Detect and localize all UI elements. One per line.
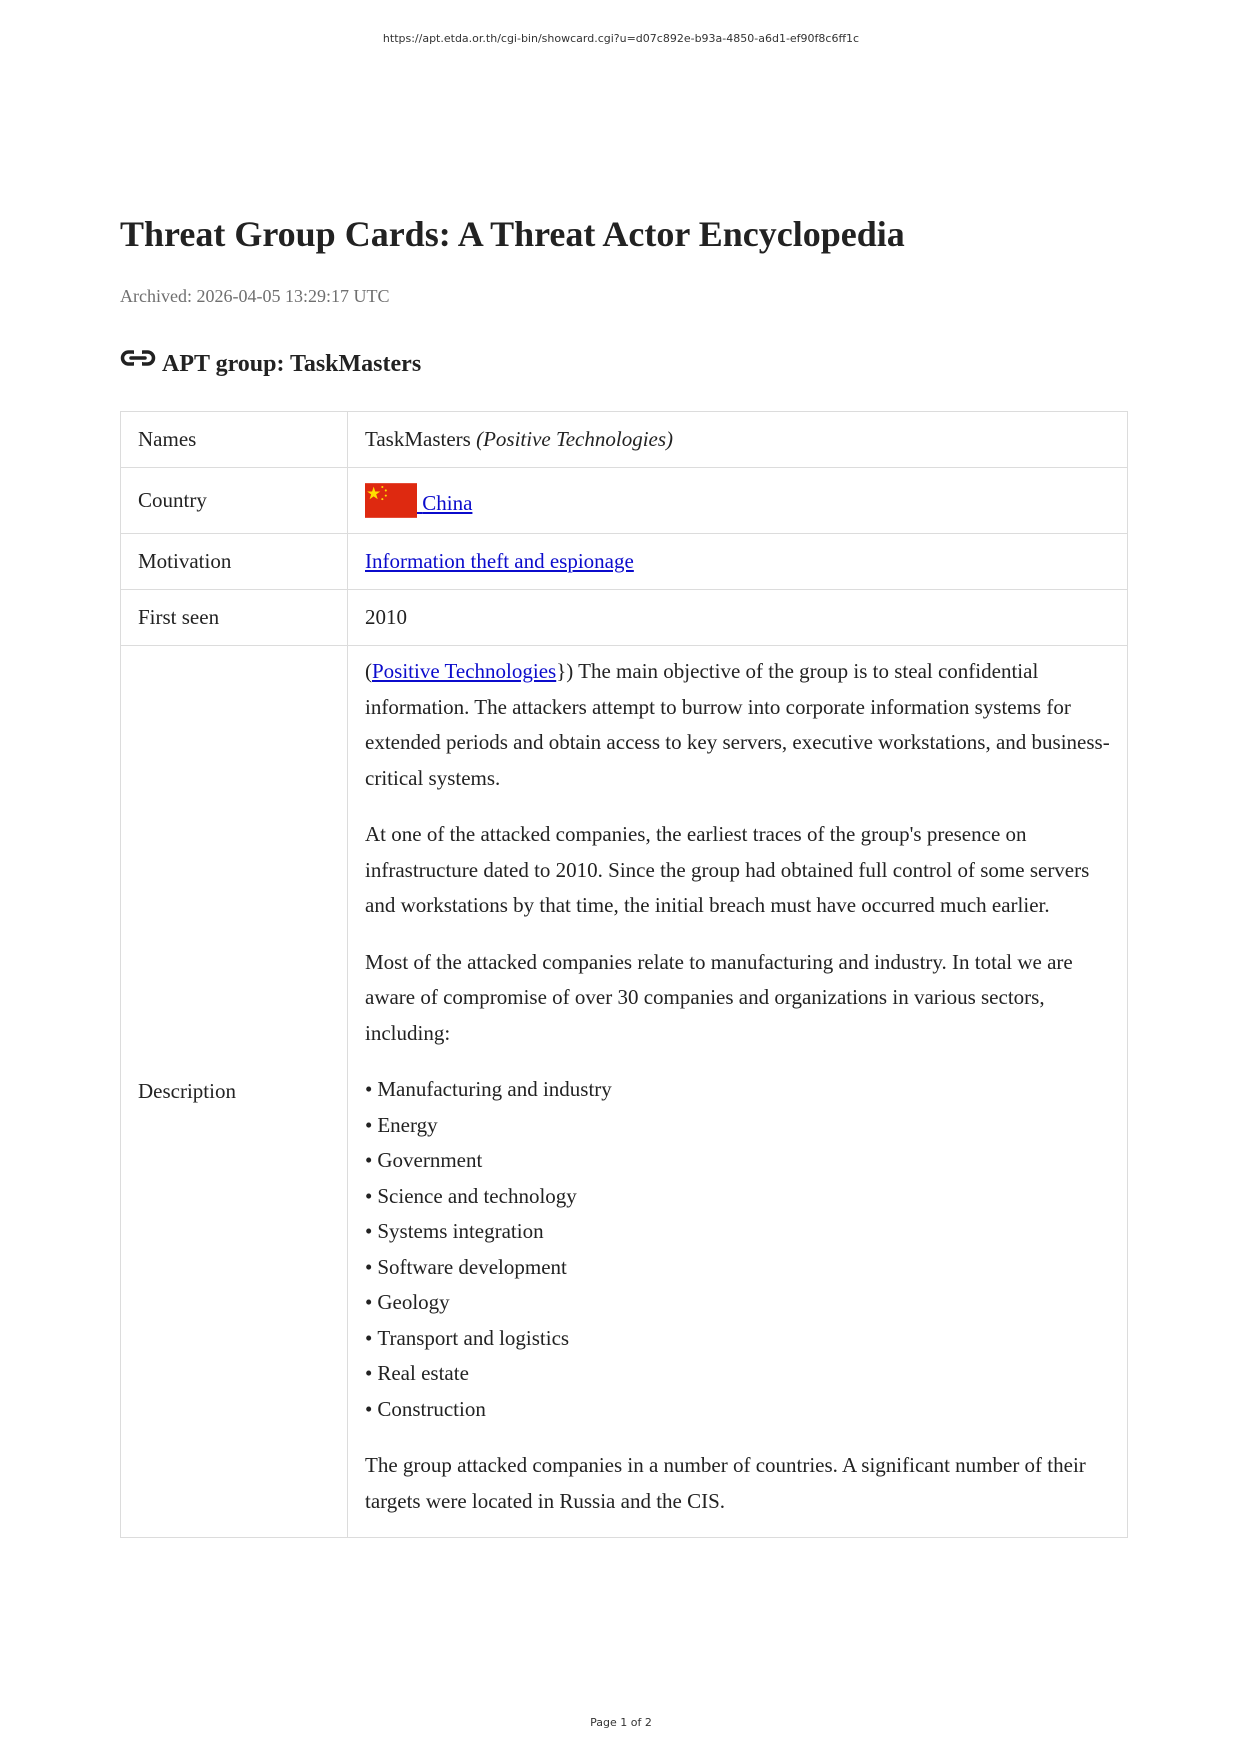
country-name: China xyxy=(422,491,473,515)
description-paragraph-3: Most of the attacked companies relate to manufacturing and industry. In total we are aware of compromise of over 30 companies and organizations in various sectors, including: xyxy=(365,949,1073,1045)
country-value xyxy=(348,468,1128,534)
table-row-description xyxy=(121,646,1128,1538)
list-item: • Science and technology xyxy=(365,1179,1110,1215)
description-label: Description xyxy=(121,646,348,1538)
page-url: https://apt.etda.or.th/cgi-bin/showcard.cgi?u=d07c892e-b93a-4850-a6d1-ef90f8c6ff1c xyxy=(382,32,860,45)
positive-technologies-link[interactable]: Positive Technologies xyxy=(372,659,557,683)
list-item: • Software development xyxy=(365,1250,1110,1286)
archived-timestamp: Archived: 2026-04-05 13:29:17 UTC xyxy=(120,286,390,306)
paren-open: ( xyxy=(365,659,372,683)
page-number: Page 1 of 2 xyxy=(590,1716,652,1729)
link-icon[interactable] xyxy=(120,346,156,370)
list-item: • Geology xyxy=(365,1285,1110,1321)
sector-list xyxy=(365,1072,1110,1427)
names-label: Names xyxy=(121,412,348,468)
group-name: TaskMasters xyxy=(365,427,471,451)
apt-group-heading xyxy=(120,348,421,380)
list-item: • Construction xyxy=(365,1392,1110,1428)
description-paragraph-4: The group attacked companies in a number of countries. A significant number of their targets were located in Russia and the CIS. xyxy=(365,1453,1086,1513)
motivation-label: Motivation xyxy=(121,534,348,590)
table-row-country xyxy=(121,468,1128,534)
names-value xyxy=(348,412,1128,468)
description-paragraph-1 xyxy=(365,654,1110,796)
country-label: Country xyxy=(121,468,348,534)
first-seen-label: First seen xyxy=(121,590,348,646)
list-item: • Government xyxy=(365,1143,1110,1179)
name-source: (Positive Technologies) xyxy=(476,427,674,451)
apt-group-title: APT group: TaskMasters xyxy=(162,351,422,377)
table-row-names xyxy=(121,412,1128,468)
motivation-link[interactable]: Information theft and espionage xyxy=(365,549,634,573)
description-value xyxy=(348,646,1128,1538)
list-item: • Real estate xyxy=(365,1356,1110,1392)
table-row-motivation xyxy=(121,534,1128,590)
list-item: • Systems integration xyxy=(365,1214,1110,1250)
motivation-value xyxy=(348,534,1128,590)
list-item: • Energy xyxy=(365,1108,1110,1144)
china-flag-icon xyxy=(365,483,417,518)
page-title: Threat Group Cards: A Threat Actor Encyclopedia xyxy=(120,214,905,254)
country-link[interactable] xyxy=(365,491,472,515)
description-paragraph-1-text: }) The main objective of the group is to steal confidential information. The attackers attempt to burrow into corporate information systems for extended periods and obtain access to key servers, executive workstations, and business-critical systems. xyxy=(365,659,1110,790)
table-row-first-seen xyxy=(121,590,1128,646)
first-seen-value: 2010 xyxy=(348,590,1128,646)
description-paragraph-2: At one of the attacked companies, the earliest traces of the group's presence on infrastructure dated to 2010. Since the group had obtained full control of some servers and workstations by that time, the initial breach must have occurred much earlier. xyxy=(365,822,1090,917)
group-card-table xyxy=(120,411,1128,1538)
list-item: • Transport and logistics xyxy=(365,1321,1110,1357)
list-item: • Manufacturing and industry xyxy=(365,1072,1110,1108)
